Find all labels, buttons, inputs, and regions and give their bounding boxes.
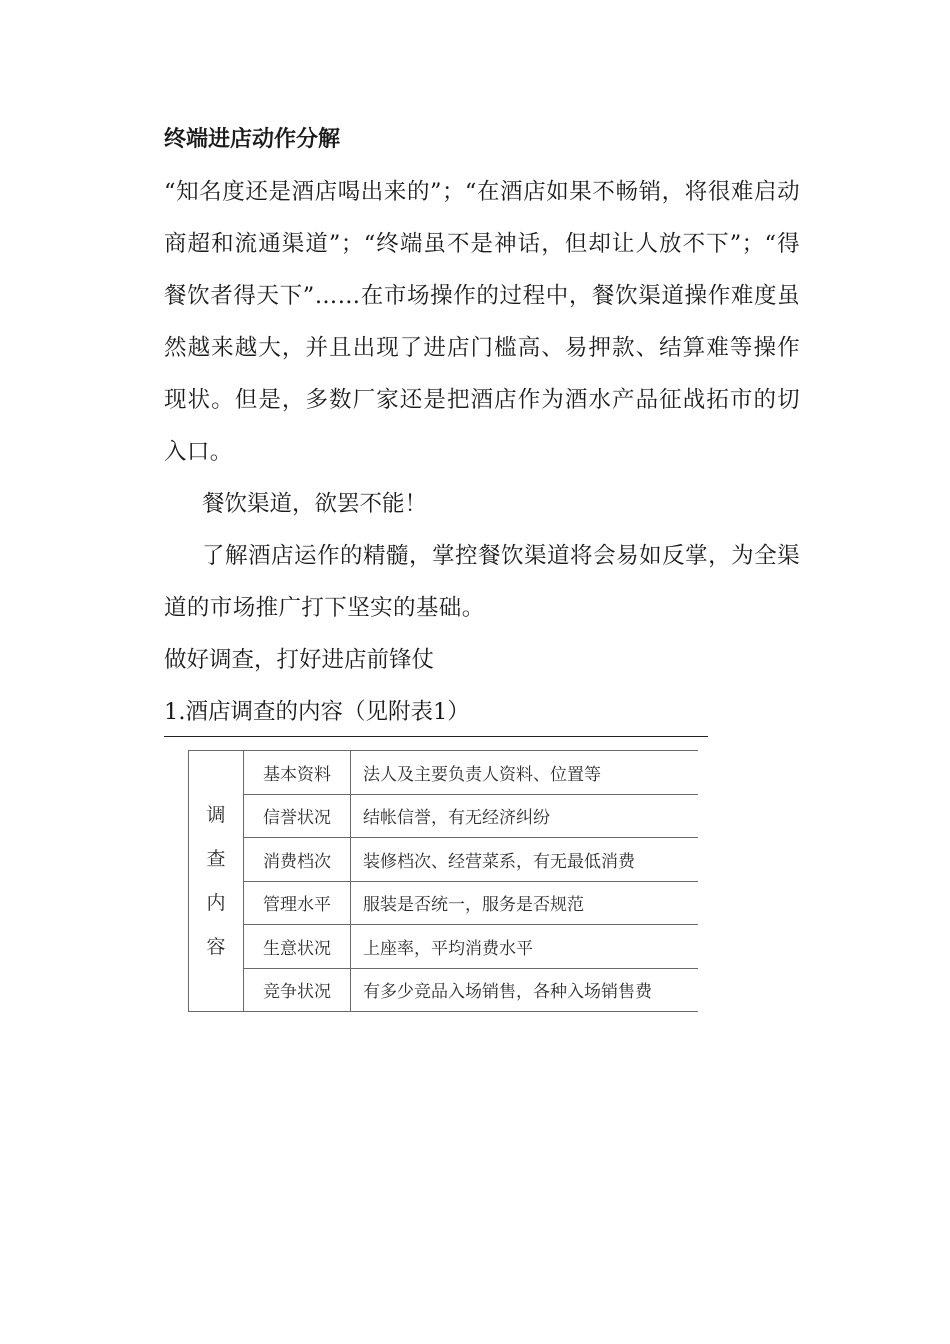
table-cell-item: 信誉状况 <box>244 794 351 838</box>
heading-underline-divider <box>164 736 708 737</box>
table-row <box>189 838 699 882</box>
table-row <box>189 925 699 969</box>
table-row <box>189 794 699 838</box>
table-row <box>189 751 699 795</box>
table-cell-item: 基本资料 <box>244 751 351 795</box>
table-cell-item: 生意状况 <box>244 925 351 969</box>
summary-paragraph: 了解酒店运作的精髓，掌控餐饮渠道将会易如反掌，为全渠道的市场推广打下坚实的基础。 <box>164 543 800 621</box>
intro-paragraph: “知名度还是酒店喝出来的”；“在酒店如果不畅销，将很难启动商超和流通渠道”；“终端虽不是神话，但却让人放不下”；“得餐饮者得天下”……在市场操作的过程中，餐饮渠道操作难度虽然越来越大，并且出现了进店门槛高、易押款、结算难等操作现状。但是，多数厂家还是把酒店作为酒水产品征战拓市的切入口。 <box>164 179 800 465</box>
slogan-paragraph: 餐饮渠道，欲罢不能！ <box>202 491 428 517</box>
table-cell-detail: 上座率，平均消费水平 <box>351 925 699 969</box>
document-title: 终端进店动作分解 <box>164 127 341 152</box>
table-cell-detail: 结帐信誉，有无经济纠纷 <box>351 794 699 838</box>
table-cell-item: 消费档次 <box>244 838 351 882</box>
subsection-heading: 1.酒店调查的内容（见附表1） <box>164 699 470 725</box>
table-cell-detail: 装修档次、经营菜系，有无最低消费 <box>351 838 699 882</box>
table-row <box>189 881 699 925</box>
table-row <box>189 968 699 1012</box>
table-cell-detail: 服装是否统一，服务是否规范 <box>351 881 699 925</box>
table-side-label: 调 查 内 容 <box>189 751 244 1012</box>
table-cell-detail: 有多少竞品入场销售，各种入场销售费 <box>351 968 699 1012</box>
table-cell-item: 管理水平 <box>244 881 351 925</box>
section-heading: 做好调查，打好进店前锋仗 <box>164 647 435 673</box>
table-cell-item: 竞争状况 <box>244 968 351 1012</box>
table-cell-detail: 法人及主要负责人资料、位置等 <box>351 751 699 795</box>
survey-content-table <box>188 750 698 1012</box>
